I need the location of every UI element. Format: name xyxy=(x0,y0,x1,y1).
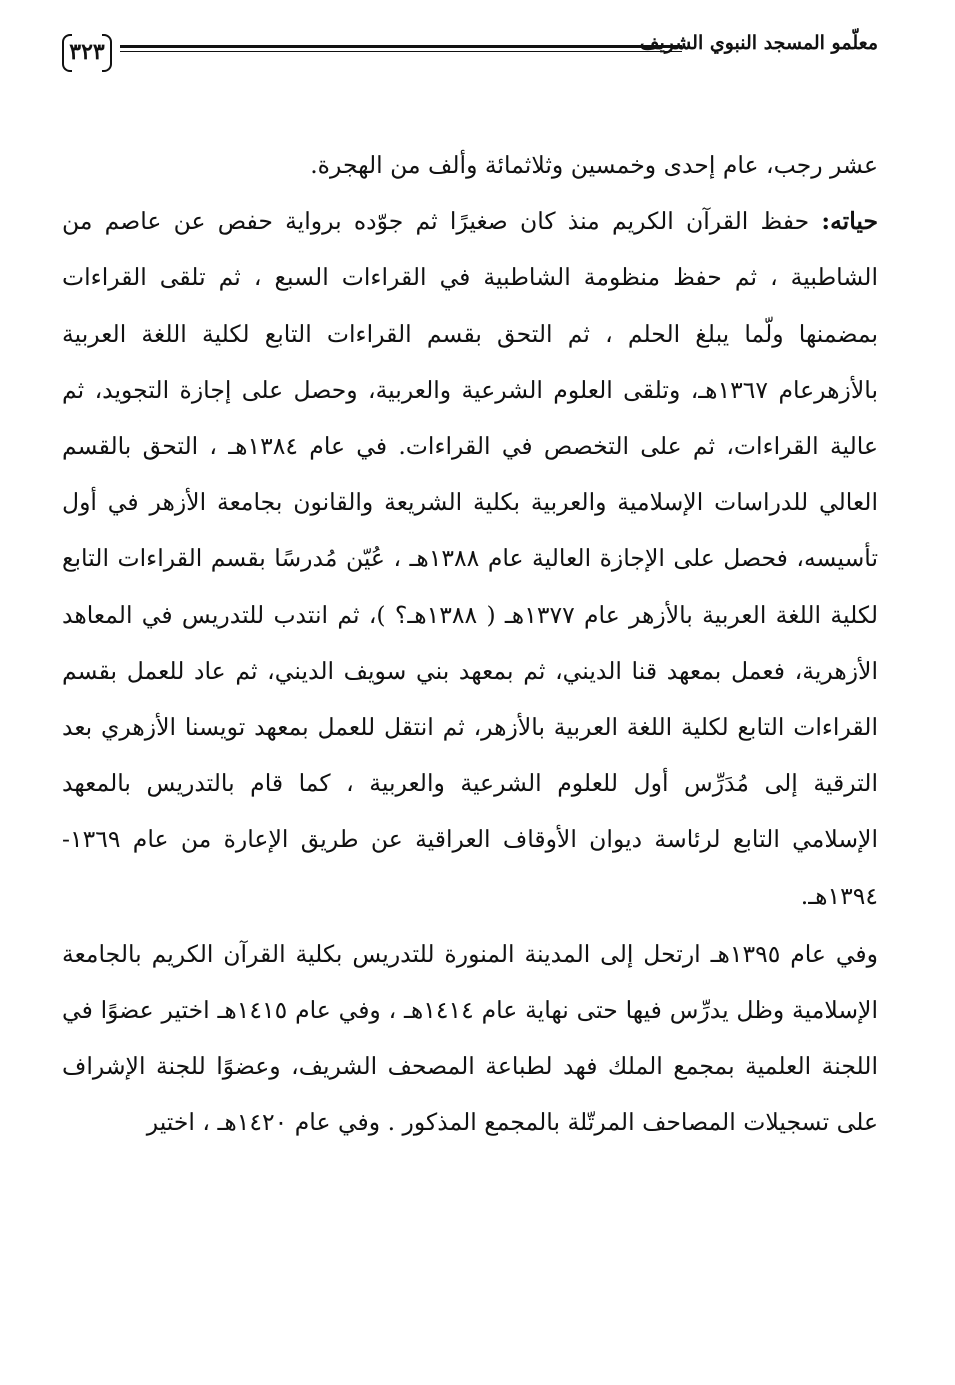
page-number-box xyxy=(58,30,116,74)
paragraph-2-lead: حياته: xyxy=(821,207,878,236)
page-header xyxy=(58,30,878,80)
page-number: ٣٢٣ xyxy=(69,39,105,65)
header-rule xyxy=(120,45,682,48)
header-rule-thin xyxy=(120,51,682,52)
paragraph-3: وفي عام ١٣٩٥هـ ارتحل إلى المدينة المنورة للتدريس بكلية القرآن الكريم بالجامعة الإسلامية وظل يدرِّس فيها حتى نهاية عام ١٤١٤هـ ، وفي عام ١٤١٥هـ اختير عضوًا في اللجنة العلمية بمجمع الملك فهد لطباعة المصحف الشريف، وعضوًا للجنة الإشراف على تسجيلات المصاحف المرتّلة بالمجمع المذكور . وفي عام ١٤٢٠هـ ، اختير xyxy=(62,939,878,1137)
bracket-right-icon xyxy=(102,34,112,72)
paragraph-2 xyxy=(62,193,878,924)
paragraph-2-text: حفظ القرآن الكريم منذ كان صغيرًا ثم جوّده برواية حفص عن عاصم من الشاطبية ، ثم حفظ منظومة الشاطبية في القراءات السبع ، ثم تلقى القراءات بمضمنها ولّما يبلغ الحلم ، ثم التحق بقسم القراءات التابع لكلية اللغة العربية بالأزهرعام ١٣٦٧هـ، وتلقى العلوم الشرعية والعربية، وحصل على إجازة التجويد، ثم عالية القراءات، ثم على التخصص في القراءات. في عام ١٣٨٤هـ ، التحق بالقسم العالي للدراسات الإسلامية والعربية بكلية الشريعة والقانون بجامعة الأزهر في أول تأسيسه، فحصل على الإجازة العالية عام ١٣٨٨هـ ، عُيّن مُدرسًا بقسم القراءات التابع لكلية اللغة العربية بالأزهر عام ١٣٧٧هـ ( ١٣٨٨هـ؟ )، ثم انتدب للتدريس في المعاهد الأزهرية، فعمل بمعهد قنا الديني، ثم بمعهد بني سويف الديني، ثم عاد للعمل بقسم القراءات التابع لكلية اللغة العربية بالأزهر، ثم انتقل للعمل بمعهد تويسنا الأزهري بعد الترقية إلى مُدَرِّس أول للعلوم الشرعية والعربية ، كما قام بالتدريس بالمعهد الإسلامي التابع لرئاسة ديوان الأوقاف العراقية عن طريق الإعارة من عام ١٣٦٩- ١٣٩٤هـ. xyxy=(62,207,878,910)
bracket-left-icon xyxy=(62,34,72,72)
paragraph-1: عشر رجب، عام إحدى وخمسين وثلاثمائة وألف من الهجرة. xyxy=(310,151,878,179)
running-title: معلّمو المسجد النبوي الشريف xyxy=(639,32,878,54)
page-body xyxy=(62,137,878,1151)
